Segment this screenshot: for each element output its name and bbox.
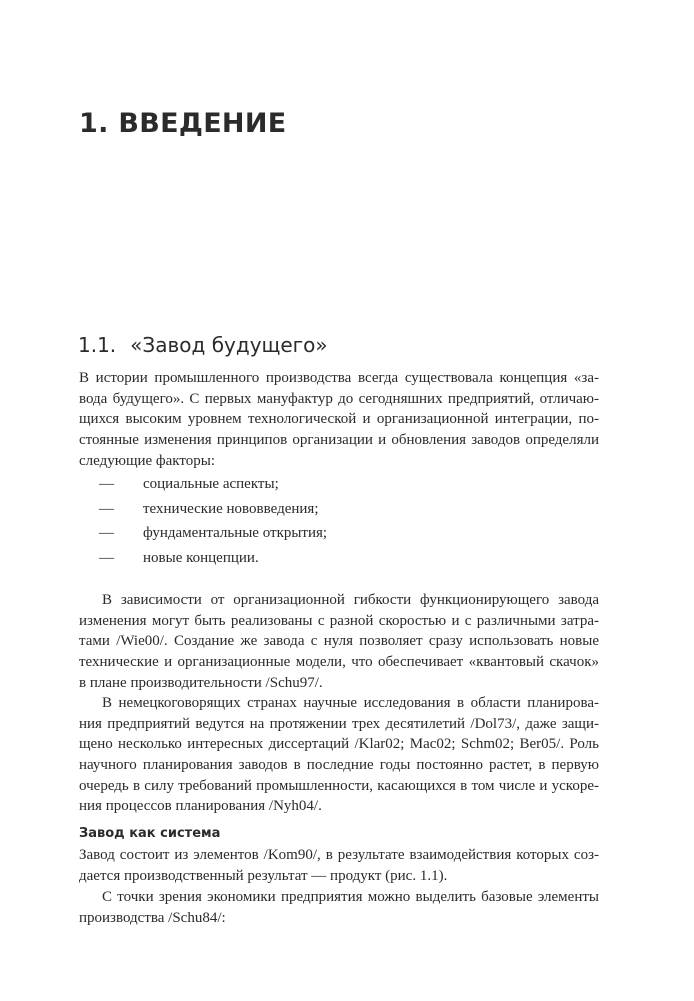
intro-paragraph — [79, 368, 599, 471]
flexibility-paragraph — [79, 590, 599, 693]
text-line: стоянные изменения принципов организации и обновления заводов определяли — [79, 432, 599, 449]
text-line: следующие факторы: — [79, 452, 215, 469]
text-line: щихся высоким уровнем технологической и организационной интеграции, по- — [79, 411, 599, 428]
section-heading — [78, 333, 328, 357]
text-line: в плане производительности /Schu97/. — [79, 674, 323, 691]
text-line: очередь в силу требований промышленности, касающихся в том числе и ускоре- — [79, 777, 599, 794]
text-line: ния предприятий ведутся на протяжении трех десятилетий /Dol73/, даже защи- — [79, 715, 599, 732]
text-line: технические и организационные модели, что обеспечивает «квантовый скачок» — [79, 654, 599, 671]
text-line: вода будущего». С первых мануфактур до сегодняшних предприятий, отличаю- — [79, 390, 599, 407]
text-line: В зависимости от организационной гибкости функционирующего завода — [102, 592, 599, 608]
list-dash: — — [99, 525, 114, 542]
text-line: В немецкоговорящих странах научные исследования в области планирова- — [102, 695, 599, 711]
list-dash: — — [99, 476, 114, 492]
factors-list — [79, 474, 327, 573]
text-line: Завод состоит из элементов /Kom90/, в результате взаимодействия которых соз- — [79, 847, 599, 863]
list-item-text: социальные аспекты; — [143, 476, 279, 492]
section-title: «Завод будущего» — [130, 333, 328, 357]
economics-paragraph — [79, 887, 599, 928]
list-item — [79, 523, 327, 548]
text-line: производства /Schu84/: — [79, 909, 226, 926]
text-line: С точки зрения экономики предприятия можно выделить базовые элементы — [102, 889, 599, 905]
section-number: 1.1. — [78, 333, 117, 357]
system-paragraph — [79, 845, 599, 886]
list-item — [79, 474, 327, 499]
list-dash: — — [99, 500, 114, 517]
list-item-text: фундаментальные открытия; — [143, 525, 328, 542]
chapter-title: 1. ВВЕДЕНИЕ — [79, 108, 287, 139]
list-item-text: технические нововведения; — [143, 500, 319, 517]
text-line: изменения могут быть реализованы с разной скоростью и с различными затра- — [79, 612, 599, 629]
subsection-heading: Завод как система — [79, 826, 221, 841]
list-dash: — — [99, 550, 114, 567]
text-line: дается производственный результат — продукт (рис. 1.1). — [79, 867, 448, 884]
list-item — [79, 499, 327, 524]
text-line: научного планирования заводов в последние годы постоянно растет, в первую — [79, 757, 599, 774]
research-paragraph — [79, 693, 599, 817]
text-line: В истории промышленного производства всегда существовала концепция «за- — [79, 370, 599, 386]
text-line: тами /Wie00/. Создание же завода с нуля позволяет сразу использовать новые — [79, 633, 599, 650]
list-item-text: новые концепции. — [143, 550, 259, 567]
list-item — [79, 548, 327, 573]
text-line: ния процессов планирования /Nyh04/. — [79, 798, 322, 815]
text-line: щено несколько интересных диссертаций /Klar02; Mac02; Schm02; Ber05/. Роль — [79, 736, 599, 753]
